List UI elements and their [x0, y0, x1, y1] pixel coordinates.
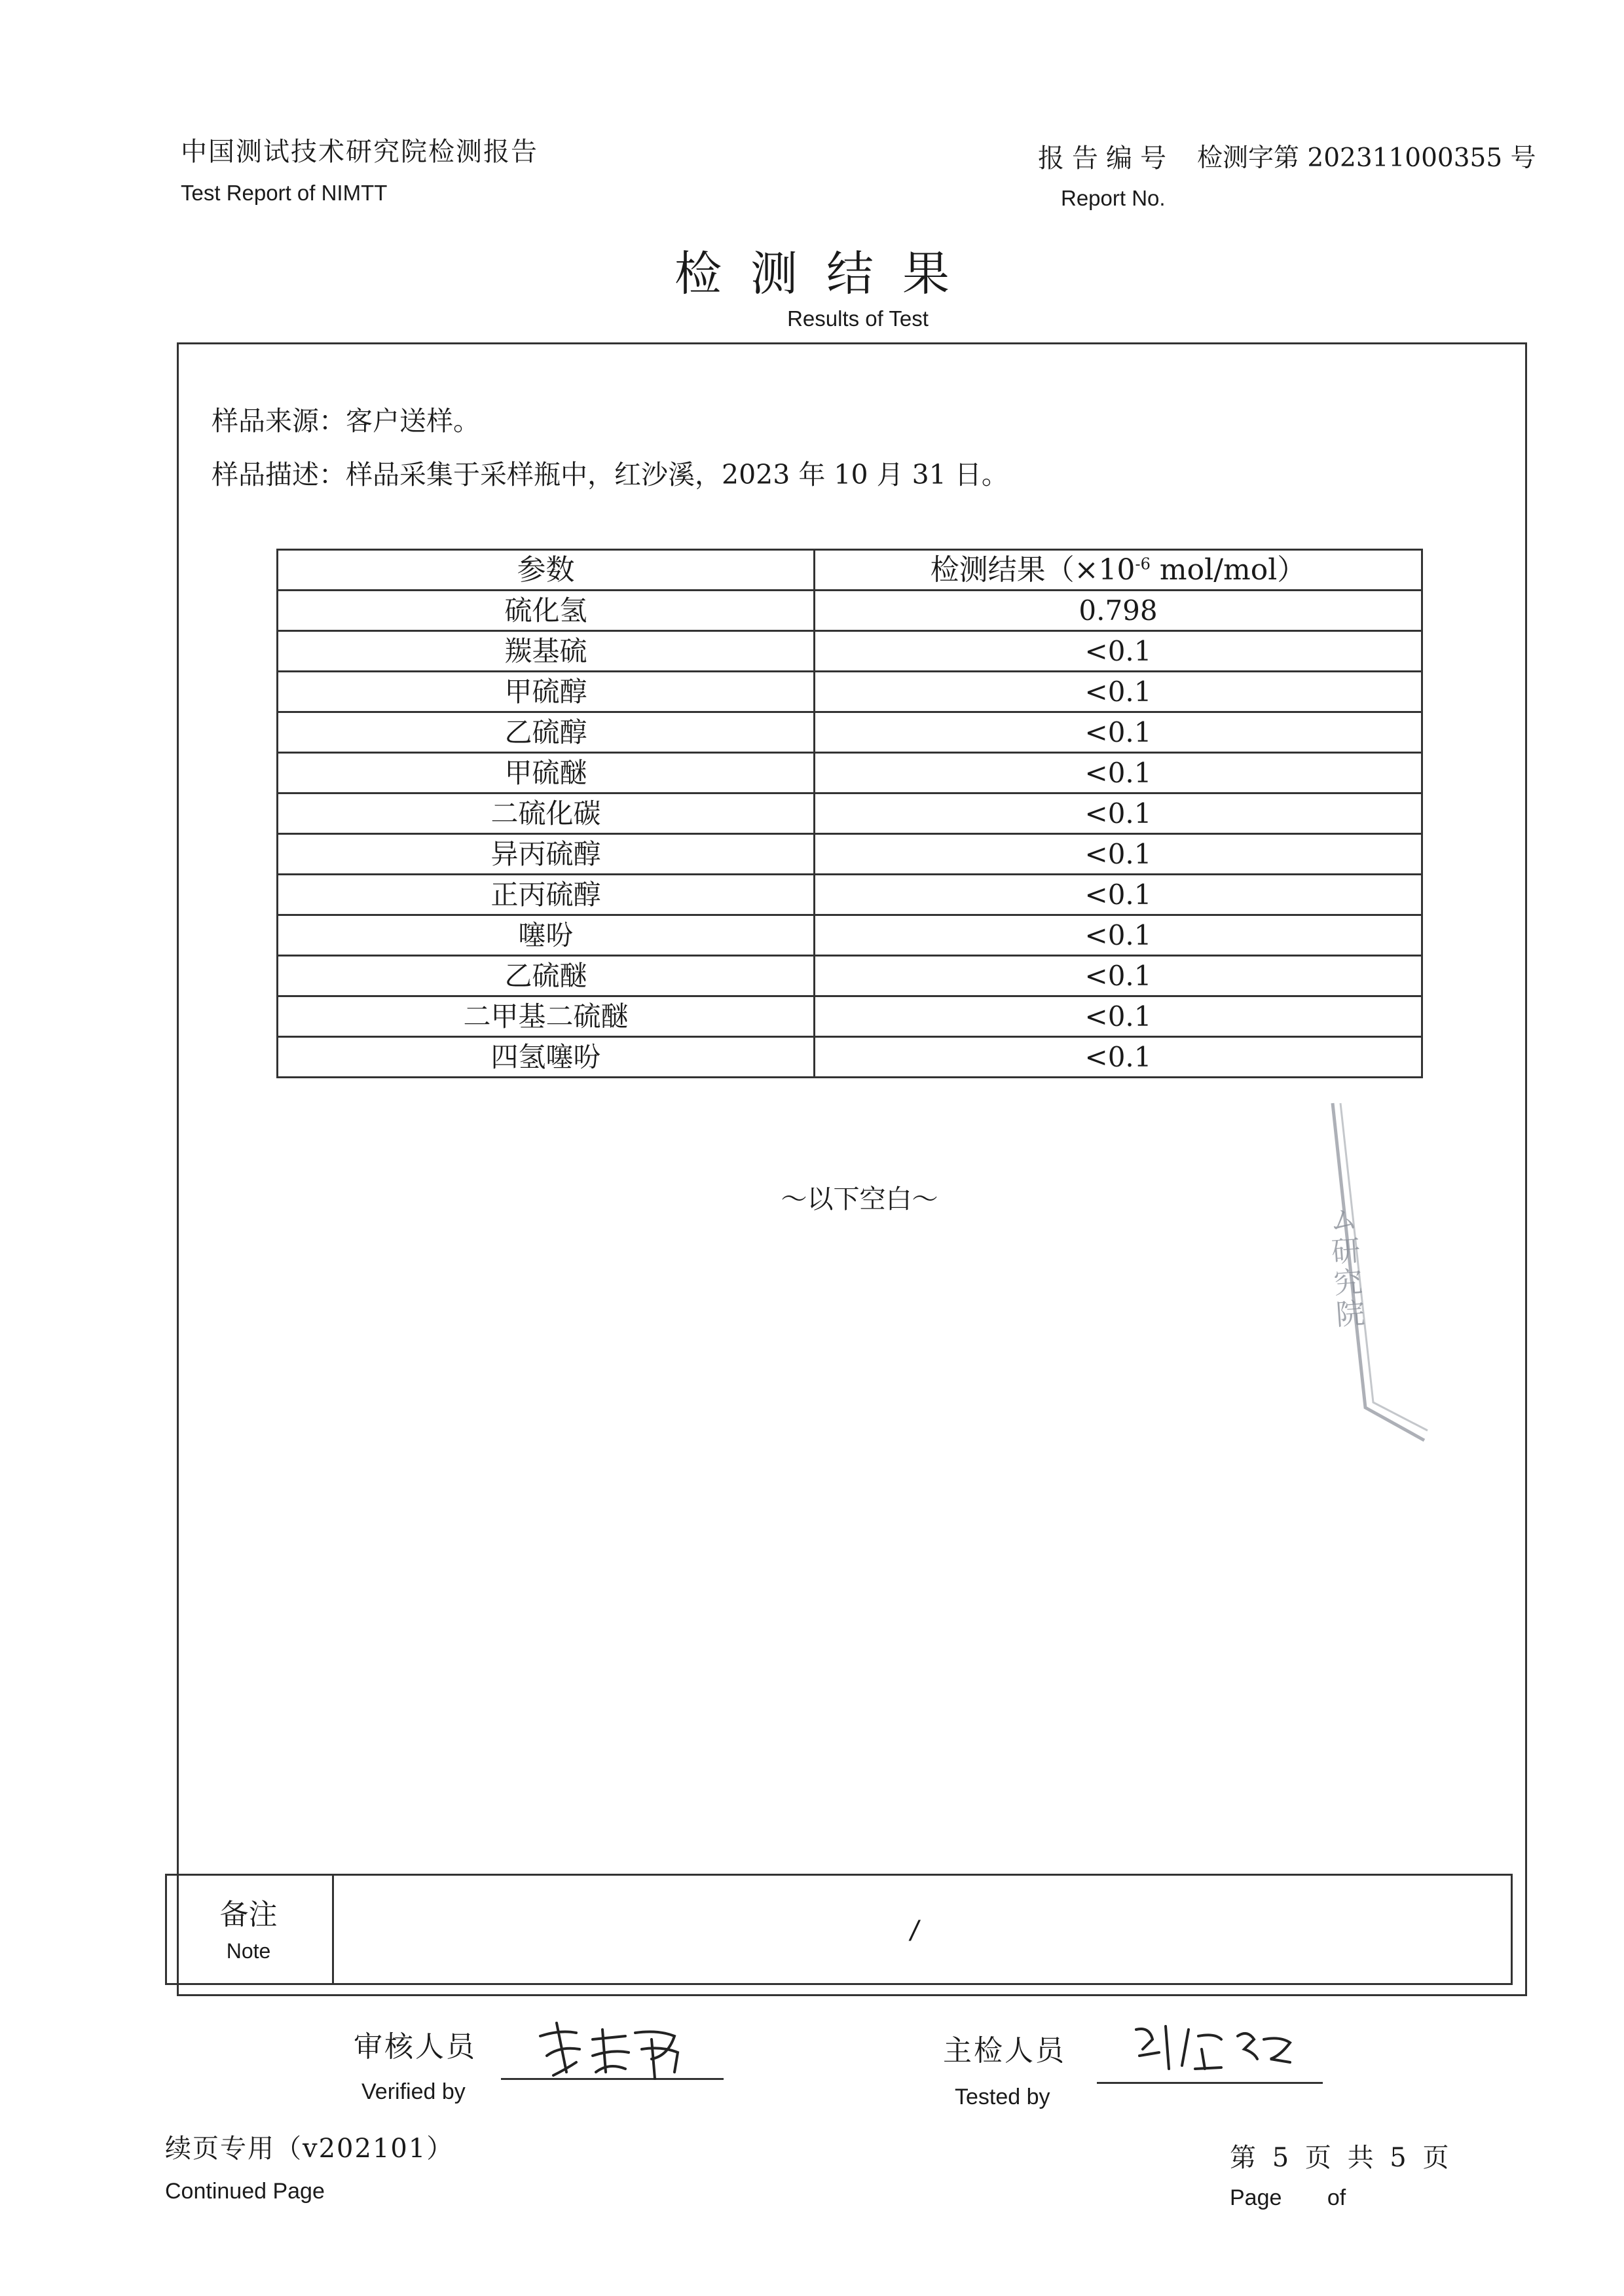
column-header-result — [815, 550, 1422, 591]
parameter-cell: 四氢噻吩 — [278, 1037, 815, 1078]
result-cell: <0.1 — [815, 712, 1422, 753]
remarks-box — [165, 1874, 1513, 1985]
table-row — [278, 996, 1422, 1037]
table-row — [278, 834, 1422, 875]
remarks-value: / — [910, 1915, 919, 1947]
remarks-label-cn: 备注 — [219, 1898, 278, 1931]
parameter-cell: 噻吩 — [278, 915, 815, 956]
report-number-label: 报告编号 — [1038, 143, 1174, 173]
table-row — [278, 915, 1422, 956]
result-cell: <0.1 — [815, 956, 1422, 996]
table-row — [278, 591, 1422, 631]
sample-source: 样品来源：客户送样。 — [212, 405, 480, 437]
page-number-en: Page of — [1230, 2185, 1346, 2210]
report-number-label-en: Report No. — [1061, 186, 1166, 210]
verified-by-label-cn: 审核人员 — [354, 2030, 477, 2064]
column-header-parameter: 参数 — [278, 550, 815, 591]
result-cell: <0.1 — [815, 631, 1422, 672]
organization-name-en: Test Report of NIMTT — [181, 181, 388, 205]
parameter-cell: 乙硫醇 — [278, 712, 815, 753]
table-row — [278, 753, 1422, 793]
verified-signature — [521, 2010, 691, 2082]
continued-page-label-en: Continued Page — [165, 2179, 325, 2204]
remarks-divider — [332, 1874, 334, 1985]
table-row — [278, 672, 1422, 712]
result-header-prefix: 检测结果（×10 — [930, 553, 1135, 587]
result-cell: <0.1 — [815, 1037, 1422, 1078]
page-title: 检测结果 — [674, 246, 978, 301]
result-header-unit: mol/mol） — [1150, 553, 1306, 587]
seal-stamp-text: ム研究院 — [1323, 1203, 1365, 1332]
verified-by-label-en: Verified by — [361, 2079, 466, 2104]
parameter-cell: 二硫化碳 — [278, 793, 815, 834]
parameter-cell: 乙硫醚 — [278, 956, 815, 996]
table-header-row — [278, 550, 1422, 591]
parameter-cell: 甲硫醚 — [278, 753, 815, 793]
results-table-body — [278, 591, 1422, 1078]
page-number-cn: 第 5 页 共 5 页 — [1230, 2143, 1453, 2173]
table-row — [278, 793, 1422, 834]
result-cell: <0.1 — [815, 793, 1422, 834]
tested-signature-line — [1097, 2082, 1323, 2084]
parameter-cell: 甲硫醇 — [278, 672, 815, 712]
result-cell: 0.798 — [815, 591, 1422, 631]
page-subtitle: Results of Test — [787, 306, 929, 331]
sample-description: 样品描述：样品采集于采样瓶中，红沙溪，2023 年 10 月 31 日。 — [212, 459, 1008, 490]
tested-signature — [1123, 2010, 1300, 2082]
parameter-cell: 二甲基二硫醚 — [278, 996, 815, 1037]
organization-name-cn: 中国测试技术研究院检测报告 — [181, 137, 538, 167]
table-row — [278, 631, 1422, 672]
result-header-exponent: -6 — [1135, 555, 1151, 574]
remarks-label-en: Note — [226, 1939, 271, 1963]
result-cell: <0.1 — [815, 915, 1422, 956]
result-cell: <0.1 — [815, 753, 1422, 793]
continued-page-label-cn: 续页专用（v202101） — [165, 2134, 454, 2164]
parameter-cell: 硫化氢 — [278, 591, 815, 631]
table-row — [278, 956, 1422, 996]
result-cell: <0.1 — [815, 672, 1422, 712]
result-cell: <0.1 — [815, 875, 1422, 915]
tested-by-label-cn: 主检人员 — [943, 2034, 1066, 2068]
result-cell: <0.1 — [815, 996, 1422, 1037]
table-row — [278, 1037, 1422, 1078]
parameter-cell: 羰基硫 — [278, 631, 815, 672]
report-number-value: 检测字第 202311000355 号 — [1197, 143, 1536, 173]
results-table — [276, 549, 1423, 1078]
tested-by-label-en: Tested by — [955, 2085, 1050, 2109]
result-cell: <0.1 — [815, 834, 1422, 875]
parameter-cell: 正丙硫醇 — [278, 875, 815, 915]
table-row — [278, 712, 1422, 753]
parameter-cell: 异丙硫醇 — [278, 834, 815, 875]
table-row — [278, 875, 1422, 915]
end-of-content-note: ～以下空白～ — [781, 1184, 938, 1214]
